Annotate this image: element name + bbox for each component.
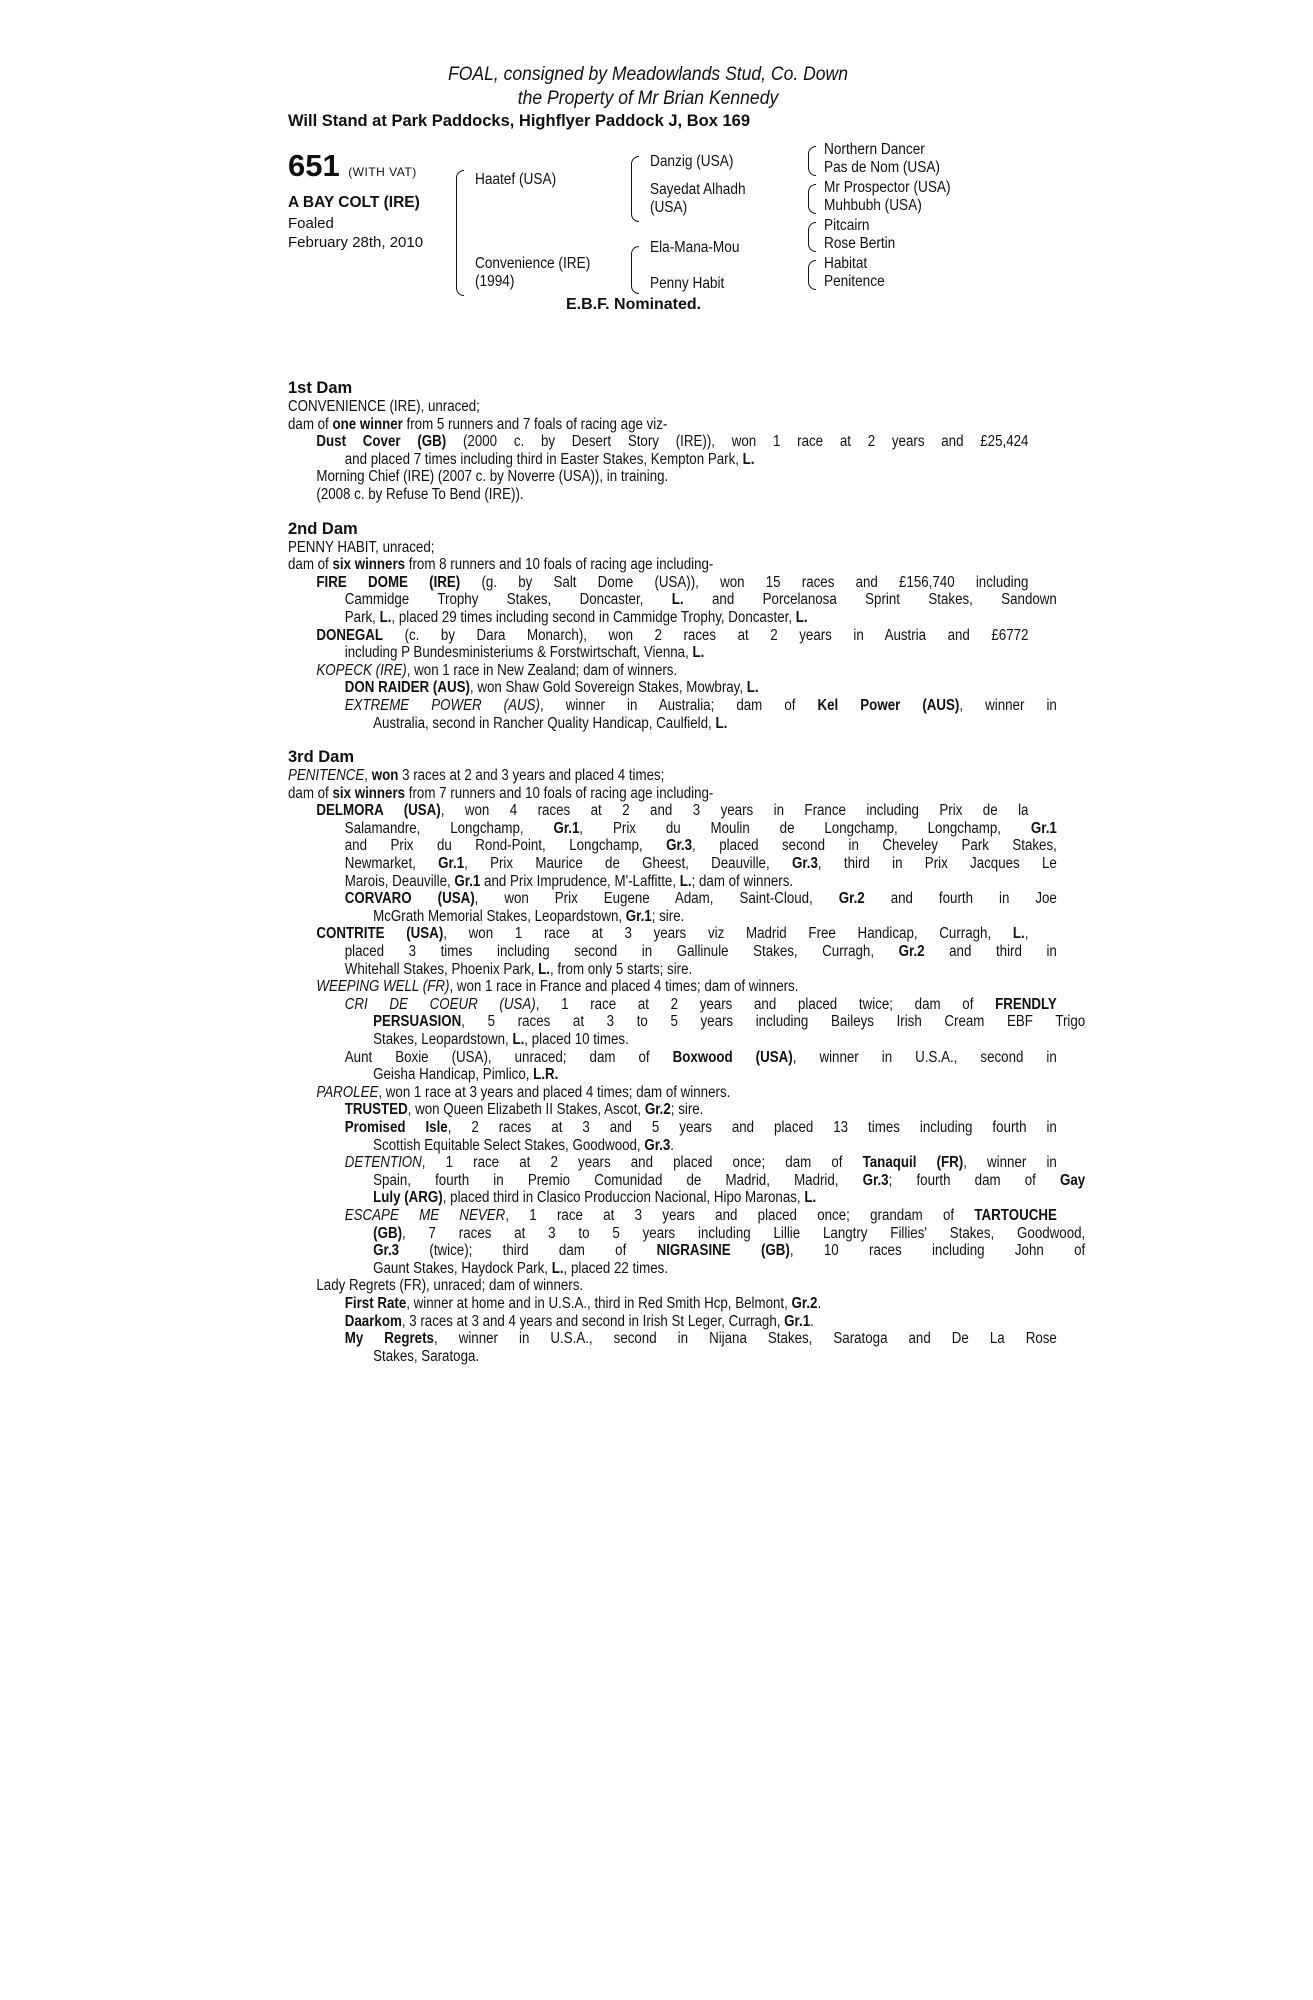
pedigree-text-line: Stakes, Saratoga. [373, 1347, 480, 1365]
pedigree-text-line: Marois, Deauville, Gr.1 and Prix Imprudence, M'-Laffitte, L.; dam of winners. [344, 872, 794, 890]
pedigree-text-line: Lady Regrets (FR), unraced; dam of winners. [316, 1277, 584, 1295]
brace-gen1 [456, 170, 464, 296]
pedigree-text-line: CONVENIENCE (IRE), unraced; [288, 398, 480, 415]
pedigree-text-line: Dust Cover (GB) (2000 c. by Desert Story (IRE)), won 1 race at 2 years and £25,424 [316, 433, 1029, 451]
horse-name: A BAY COLT (IRE) [288, 194, 420, 211]
brace-sire [631, 156, 639, 222]
pedigree-text-line: DONEGAL (c. by Dara Monarch), won 2 races at 2 years in Austria and £6772 [316, 626, 1029, 644]
pedigree-table [288, 141, 1008, 363]
pedigree-text-line: including P Bundesministeriums & Forstwirtschaft, Vienna, L. [344, 644, 705, 662]
dam-sire: Ela-Mana-Mou [650, 239, 740, 256]
pedigree-text-line: dam of one winner from 5 runners and 7 foals of racing age viz- [288, 415, 668, 433]
brace-ss [808, 146, 816, 176]
pedigree-text-line: and placed 7 times including third in Easter Stakes, Kempton Park, L. [344, 450, 755, 468]
pedigree-text-line: My Regrets, winner in U.S.A., second in Nijana Stakes, Saratoga and De La Rose [344, 1330, 1057, 1348]
pedigree-text-line: Stakes, Leopardstown, L., placed 10 times. [373, 1031, 629, 1048]
pedigree-text-line: and Prix du Rond-Point, Longchamp, Gr.3, placed second in Cheveley Park Stakes, [344, 837, 1057, 855]
brace-dd [808, 260, 816, 290]
pedigree-text-line: FIRE DOME (IRE) (g. by Salt Dome (USA)), won 15 races and £156,740 including [316, 573, 1029, 591]
sire-dam-line1: Sayedat Alhadh [650, 181, 746, 198]
brace-ds [808, 222, 816, 252]
pedigree-text-line: DETENTION, 1 race at 2 years and placed once; dam of Tanaquil (FR), winner in [344, 1154, 1057, 1172]
pedigree-text-line: Scottish Equitable Select Stakes, Goodwood, Gr.3. [373, 1136, 675, 1154]
dam-section [288, 519, 1057, 733]
pedigree-text-line: PAROLEE, won 1 race at 3 years and placed 4 times; dam of winners. [316, 1083, 731, 1101]
foaled-label: Foaled [288, 215, 334, 232]
pedigree-text-line: PENITENCE, won 3 races at 2 and 3 years and placed 4 times; [288, 767, 665, 785]
ebf-nominated: E.B.F. Nominated. [566, 296, 702, 313]
pedigree-text-line: Whitehall Stakes, Phoenix Park, L., from only 5 starts; sire. [344, 960, 693, 978]
pedigree-text-line: First Rate, winner at home and in U.S.A., third in Red Smith Hcp, Belmont, Gr.2. [344, 1294, 822, 1312]
sire-sire: Danzig (USA) [650, 153, 734, 170]
pedigree-text-line: Aunt Boxie (USA), unraced; dam of Boxwood (USA), winner in U.S.A., second in [344, 1048, 1057, 1066]
section-title: 3rd Dam [288, 748, 355, 767]
dam-sire-dam: Rose Bertin [824, 235, 896, 252]
pedigree-text-line: Australia, second in Rancher Quality Handicap, Caulfield, L. [373, 714, 728, 732]
pedigree-text-line: DON RAIDER (AUS), won Shaw Gold Sovereign Stakes, Mowbray, L. [344, 679, 759, 697]
dam-dam-sire: Habitat [824, 255, 868, 272]
dam-line1: Convenience (IRE) [475, 255, 591, 272]
foaled-info [288, 214, 423, 252]
owner-line: the Property of Mr Brian Kennedy [517, 87, 779, 109]
pedigree-text-line: PERSUASION, 5 races at 3 to 5 years including Baileys Irish Cream EBF Trigo [373, 1013, 1086, 1031]
pedigree-text-line: Daarkom, 3 races at 3 and 4 years and second in Irish St Leger, Curragh, Gr.1. [344, 1312, 814, 1330]
stabling-line: Will Stand at Park Paddocks, Highflyer Paddock J, Box 169 [288, 112, 750, 130]
dam-section [288, 748, 1086, 1365]
brace-sd [808, 184, 816, 214]
pedigree-text-line: TRUSTED, won Queen Elizabeth II Stakes, Ascot, Gr.2; sire. [344, 1101, 704, 1119]
pedigree-text-line: CRI DE COEUR (USA), 1 race at 2 years and placed twice; dam of FRENDLY [344, 995, 1057, 1013]
family-sections [288, 379, 1086, 1365]
dam-dam-dam: Penitence [824, 273, 885, 290]
pedigree-text-line: Spain, fourth in Premio Comunidad de Madrid, Madrid, Gr.3; fourth dam of Gay [373, 1171, 1086, 1189]
pedigree-text-line: CORVARO (USA), won Prix Eugene Adam, Saint-Cloud, Gr.2 and fourth in Joe [344, 890, 1057, 908]
pedigree-text-line: Cammidge Trophy Stakes, Doncaster, L. and Porcelanosa Sprint Stakes, Sandown [344, 591, 1057, 609]
sire-dam-line2: (USA) [650, 199, 688, 216]
pedigree-text-line: DELMORA (USA), won 4 races at 2 and 3 years in France including Prix de la [316, 802, 1029, 820]
pedigree-text-line: Promised Isle, 2 races at 3 and 5 years and placed 13 times including fourth in [344, 1118, 1057, 1136]
pedigree-text-line: EXTREME POWER (AUS), winner in Australia; dam of Kel Power (AUS), winner in [344, 696, 1057, 714]
pedigree-text-line: (GB), 7 races at 3 to 5 years including Lillie Langtry Fillies' Stakes, Goodwood, [373, 1224, 1086, 1242]
pedigree-text-line: ESCAPE ME NEVER, 1 race at 3 years and placed once; grandam of TARTOUCHE [344, 1206, 1057, 1224]
dam-line2: (1994) [475, 273, 515, 290]
pedigree-text-line: WEEPING WELL (FR), won 1 race in France and placed 4 times; dam of winners. [316, 978, 799, 996]
dam-sire-sire: Pitcairn [824, 217, 870, 234]
sire-sire-dam: Pas de Nom (USA) [824, 159, 940, 176]
pedigree-text-line: Luly (ARG), placed third in Clasico Produccion Nacional, Hipo Maronas, L. [373, 1189, 817, 1207]
vat-note: (WITH VAT) [348, 165, 417, 179]
pedigree-text-line: McGrath Memorial Stakes, Leopardstown, Gr.1; sire. [373, 907, 685, 925]
dam-dam: Penny Habit [650, 275, 725, 292]
pedigree-text-line: dam of six winners from 8 runners and 10 foals of racing age including- [288, 556, 714, 574]
pedigree-text-line: PENNY HABIT, unraced; [288, 538, 435, 556]
pedigree-text-line: (2008 c. by Refuse To Bend (IRE)). [316, 485, 524, 503]
pedigree-text-line: Salamandre, Longchamp, Gr.1, Prix du Moulin de Longchamp, Longchamp, Gr.1 [344, 819, 1057, 837]
sire-dam-sire: Mr Prospector (USA) [824, 179, 951, 196]
brace-dam [631, 246, 639, 294]
lot-number: 651 [288, 148, 340, 183]
pedigree-text-line: CONTRITE (USA), won 1 race at 3 years viz Madrid Free Handicap, Curragh, L., [316, 925, 1029, 943]
foaled-date: February 28th, 2010 [288, 234, 424, 251]
pedigree-text-line: dam of six winners from 7 runners and 10 foals of racing age including- [288, 784, 714, 802]
pedigree-text-line: placed 3 times including second in Gallinule Stakes, Curragh, Gr.2 and third in [344, 943, 1057, 961]
section-title: 1st Dam [288, 379, 353, 397]
catalogue-page [288, 62, 1086, 1365]
section-title: 2nd Dam [288, 519, 358, 538]
pedigree-text-line: Morning Chief (IRE) (2007 c. by Noverre (USA)), in training. [316, 468, 669, 486]
pedigree-text-line: Gr.3 (twice); third dam of NIGRASINE (GB), 10 races including John of [373, 1242, 1086, 1260]
pedigree-text-line: Park, L., placed 29 times including second in Cammidge Trophy, Doncaster, L. [344, 608, 808, 626]
sire-dam-dam: Muhbubh (USA) [824, 197, 922, 214]
pedigree-text-line: Geisha Handicap, Pimlico, L.R. [373, 1066, 559, 1084]
dam-section [288, 379, 1029, 504]
consignor-line: FOAL, consigned by Meadowlands Stud, Co. Down [448, 63, 848, 85]
sire: Haatef (USA) [475, 171, 557, 188]
pedigree-text-line: KOPECK (IRE), won 1 race in New Zealand; dam of winners. [316, 661, 678, 679]
pedigree-text-line: Newmarket, Gr.1, Prix Maurice de Gheest, Deauville, Gr.3, third in Prix Jacques Le [344, 855, 1057, 873]
pedigree-text-line: Gaunt Stakes, Haydock Park, L., placed 22 times. [373, 1259, 669, 1277]
lot-heading [288, 148, 417, 184]
sire-sire-sire: Northern Dancer [824, 141, 925, 158]
